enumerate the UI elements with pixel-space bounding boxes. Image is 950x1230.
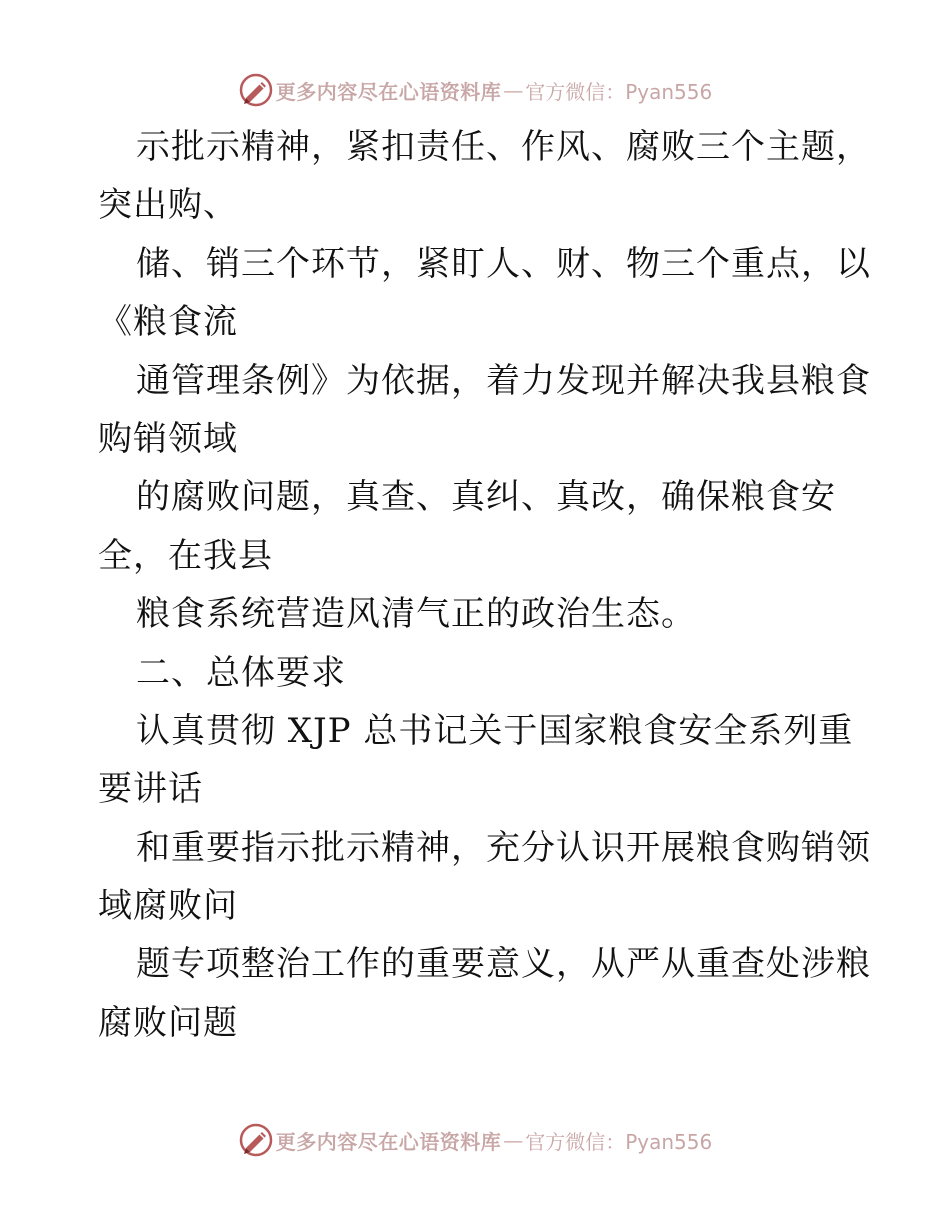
text-line: 认真贯彻 XJP 总书记关于国家粮食安全系列重: [136, 710, 854, 751]
text-line: 储、销三个环节，紧盯人、财、物三个重点，以: [136, 243, 871, 284]
banner-separator: —: [503, 78, 524, 102]
text-line: 通管理条例》为依据，着力发现并解决我县粮食: [136, 360, 871, 401]
banner-contact: 官方微信：Pyan556: [525, 1129, 713, 1154]
footer-watermark-banner: [0, 1120, 950, 1160]
text-line: 购销领域: [98, 418, 238, 459]
banner-separator: —: [503, 1128, 524, 1152]
header-watermark-banner: [0, 70, 950, 110]
text-line: 题专项整治工作的重要意义，从严从重查处涉粮: [136, 944, 871, 985]
banner-contact: 官方微信：Pyan556: [525, 79, 713, 104]
document-body: [98, 118, 871, 1052]
pen-logo-icon: [238, 72, 274, 108]
section-heading: 二、总体要求: [136, 652, 346, 693]
banner-title: 更多内容尽在心语资料库: [275, 79, 502, 104]
pen-logo-icon: [238, 1122, 274, 1158]
text-line: 《粮食流: [98, 302, 238, 343]
text-line: 的腐败问题，真查、真纠、真改，确保粮食安: [136, 477, 836, 518]
text-line: 突出购、: [98, 185, 238, 226]
text-line: 域腐败问: [98, 886, 238, 927]
text-line: 要讲话: [98, 769, 203, 810]
text-line: 粮食系统营造风清气正的政治生态。: [136, 594, 696, 635]
text-line: 腐败问题: [98, 1002, 238, 1043]
text-line: 和重要指示批示精神，充分认识开展粮食购销领: [136, 827, 871, 868]
banner-title: 更多内容尽在心语资料库: [275, 1129, 502, 1154]
text-line: 示批示精神，紧扣责任、作风、腐败三个主题，: [136, 127, 871, 167]
text-line: 全，在我县: [98, 535, 273, 576]
